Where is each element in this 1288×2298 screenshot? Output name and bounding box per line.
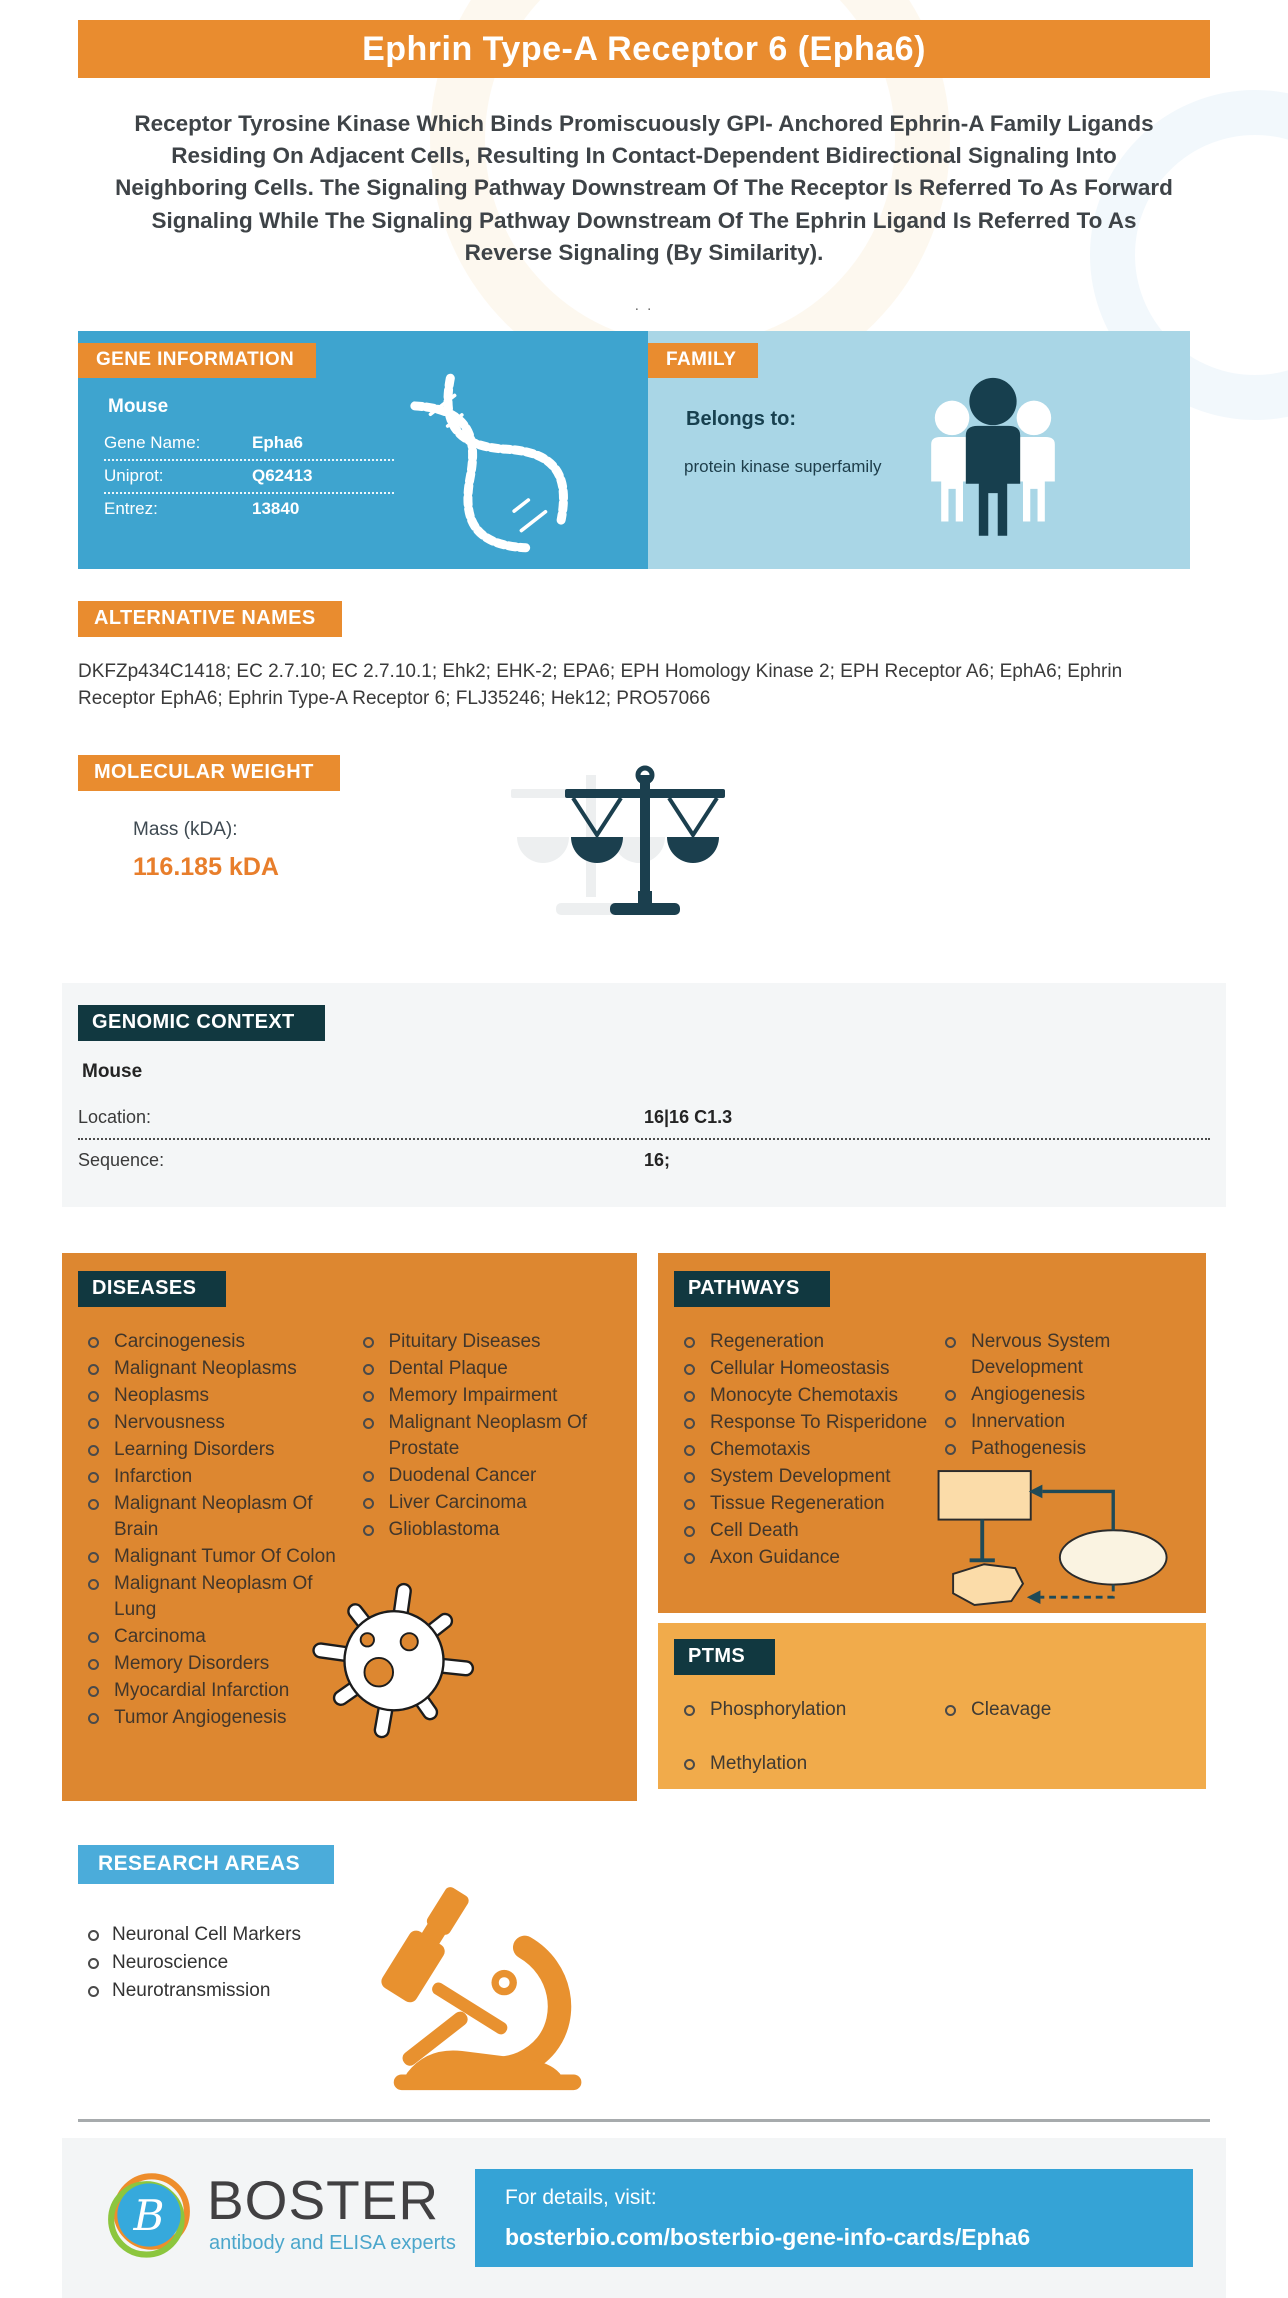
brand-name: BOSTER (207, 2169, 440, 2232)
family-people-icon (898, 367, 1088, 572)
table-row (104, 428, 394, 461)
sequence-value: 16; (644, 1149, 671, 1170)
list-item: Memory Disorders (78, 1651, 353, 1677)
visit-link-box (475, 2169, 1193, 2267)
family-value: protein kinase superfamily (684, 456, 882, 476)
list-item: Duodenal Cancer (353, 1463, 628, 1489)
svg-text:B: B (133, 2191, 165, 2241)
research-areas-section (78, 1845, 1210, 2103)
list-item: Chemotaxis (674, 1437, 935, 1463)
list-item: Infarction (78, 1464, 353, 1490)
pathways-panel (658, 1253, 1206, 1613)
gene-information-panel (78, 331, 648, 569)
sequence-label: Sequence: (78, 1149, 165, 1170)
list-item: Response To Risperidone (674, 1410, 935, 1436)
list-item: Carcinoma (78, 1624, 353, 1650)
list-item: Malignant Tumor Of Colon (78, 1544, 353, 1570)
list-item: Dental Plaque (353, 1356, 628, 1382)
list-item: Innervation (935, 1409, 1196, 1435)
list-item: Cellular Homeostasis (674, 1356, 935, 1382)
list-item: Myocardial Infarction (78, 1678, 353, 1704)
list-item: Liver Carcinoma (353, 1490, 628, 1516)
list-item: Cell Death (674, 1518, 935, 1544)
list-item: Neoplasms (78, 1383, 353, 1409)
virus-icon (294, 1541, 494, 1776)
location-value: 16|16 C1.3 (644, 1106, 733, 1127)
list-item: Methylation (674, 1751, 935, 1777)
flowchart-icon (924, 1465, 1186, 1618)
alternative-names-text: DKFZp434C1418; EC 2.7.10; EC 2.7.10.1; Ehk2; EHK-2; EPA6; EPH Homology Kinase 2; EPH Receptor A6; EphA6; Ephrin Receptor EphA6; Ephrin Type-A Receptor 6; FLJ35246; Hek12; PRO57066 (78, 660, 1123, 709)
family-header: FAMILY (648, 343, 758, 378)
ptms-header: PTMS (674, 1639, 775, 1675)
list-item: Tumor Angiogenesis (78, 1705, 353, 1731)
list-item: Regeneration (674, 1329, 935, 1355)
list-item: Neuronal Cell Markers (78, 1922, 1210, 1948)
genomic-context-section (62, 983, 1226, 1207)
list-item: Carcinogenesis (78, 1329, 353, 1355)
alternative-names-section (78, 601, 1210, 713)
visit-url[interactable]: bosterbio.com/bosterbio-gene-info-cards/Epha6 (505, 2223, 1031, 2250)
diseases-pathways-row (62, 1253, 1226, 1801)
diseases-header: DISEASES (78, 1271, 226, 1307)
ptms-list-col1 (674, 1697, 935, 1805)
list-item: Memory Impairment (353, 1383, 628, 1409)
mass-value: 116.185 kDA (133, 852, 279, 881)
page-title: Ephrin Type-A Receptor 6 (Epha6) (362, 29, 926, 68)
gene-name-label: Gene Name: (104, 432, 201, 452)
table-row (78, 1097, 1210, 1140)
species-label: Mouse (108, 395, 169, 417)
list-item: Glioblastoma (353, 1517, 628, 1543)
footer-divider (78, 2119, 1210, 2122)
belongs-to-label: Belongs to: (686, 407, 796, 430)
list-item: Nervousness (78, 1410, 353, 1436)
ptms-list-col2 (935, 1697, 1196, 1805)
ptms-panel (658, 1623, 1206, 1789)
uniprot-value: Q62413 (252, 465, 313, 485)
table-row (78, 1140, 1210, 1181)
research-areas-header: RESEARCH AREAS (78, 1845, 334, 1884)
location-label: Location: (78, 1106, 152, 1127)
molecular-weight-section (78, 755, 1210, 943)
list-item: Axon Guidance (674, 1545, 935, 1571)
info-panels-row (78, 331, 1288, 569)
title-banner (78, 20, 1210, 78)
list-item: Learning Disorders (78, 1437, 353, 1463)
research-areas-list (78, 1922, 1210, 2004)
list-item: Malignant Neoplasm Of Prostate (353, 1410, 628, 1462)
gene-description: Receptor Tyrosine Kinase Which Binds Promiscuously GPI- Anchored Ephrin-A Family Ligands Residing On Adjacent Cells, Resulting In Contact-Dependent Bidirectional Signaling Into Neighboring Cells. The Signaling Pathway Downstream Of The Receptor Is Referred To As Forward Signaling While The Signaling Pathway Downstream Of The Ephrin Ligand Is Referred To As Reverse Signaling (By Similarity). (115, 111, 1173, 265)
list-item: Cleavage (935, 1697, 1196, 1723)
list-item: Nervous System Development (935, 1329, 1196, 1381)
list-item: Pathogenesis (935, 1436, 1196, 1462)
list-item: Phosphorylation (674, 1697, 935, 1723)
list-item: Malignant Neoplasms (78, 1356, 353, 1382)
pathways-list-col1 (674, 1329, 935, 1572)
species-label: Mouse (82, 1060, 143, 1082)
separator-dots: . . (634, 296, 654, 314)
brand-text (207, 2169, 456, 2255)
gene-table (104, 428, 394, 525)
pathways-ptms-column (658, 1253, 1206, 1801)
visit-label: For details, visit: (505, 2185, 657, 2209)
entrez-label: Entrez: (104, 498, 158, 518)
dna-icon (383, 373, 593, 558)
list-item: Monocyte Chemotaxis (674, 1383, 935, 1409)
footer (62, 2138, 1226, 2298)
pathways-header: PATHWAYS (674, 1271, 830, 1307)
molecular-weight-header: MOLECULAR WEIGHT (78, 755, 340, 791)
table-row (104, 494, 394, 525)
microscope-icon (378, 1879, 603, 2099)
ptms-lists (674, 1697, 1206, 1805)
list-item: Malignant Neoplasm Of Lung (78, 1571, 353, 1623)
genomic-context-header: GENOMIC CONTEXT (78, 1005, 325, 1041)
list-item: System Development (674, 1464, 935, 1490)
diseases-panel (62, 1253, 637, 1801)
family-panel (648, 331, 1190, 569)
list-item: Neurotransmission (78, 1978, 1210, 2004)
list-item: Angiogenesis (935, 1382, 1196, 1408)
entrez-value: 13840 (252, 498, 300, 518)
gene-name-value: Epha6 (252, 432, 304, 452)
list-item: Pituitary Diseases (353, 1329, 628, 1355)
table-row (104, 461, 394, 494)
brand-tagline: antibody and ELISA experts (209, 2232, 456, 2255)
alternative-names-header: ALTERNATIVE NAMES (78, 601, 342, 637)
balance-scale-icon (478, 763, 748, 938)
list-item: Tissue Regeneration (674, 1491, 935, 1517)
boster-logo (105, 2171, 456, 2264)
uniprot-label: Uniprot: (104, 465, 164, 485)
list-item: Neuroscience (78, 1950, 1210, 1976)
boster-logo-icon (105, 2171, 193, 2264)
mass-label: Mass (kDA): (133, 818, 238, 840)
list-item: Malignant Neoplasm Of Brain (78, 1491, 353, 1543)
gene-information-header: GENE INFORMATION (78, 343, 316, 378)
